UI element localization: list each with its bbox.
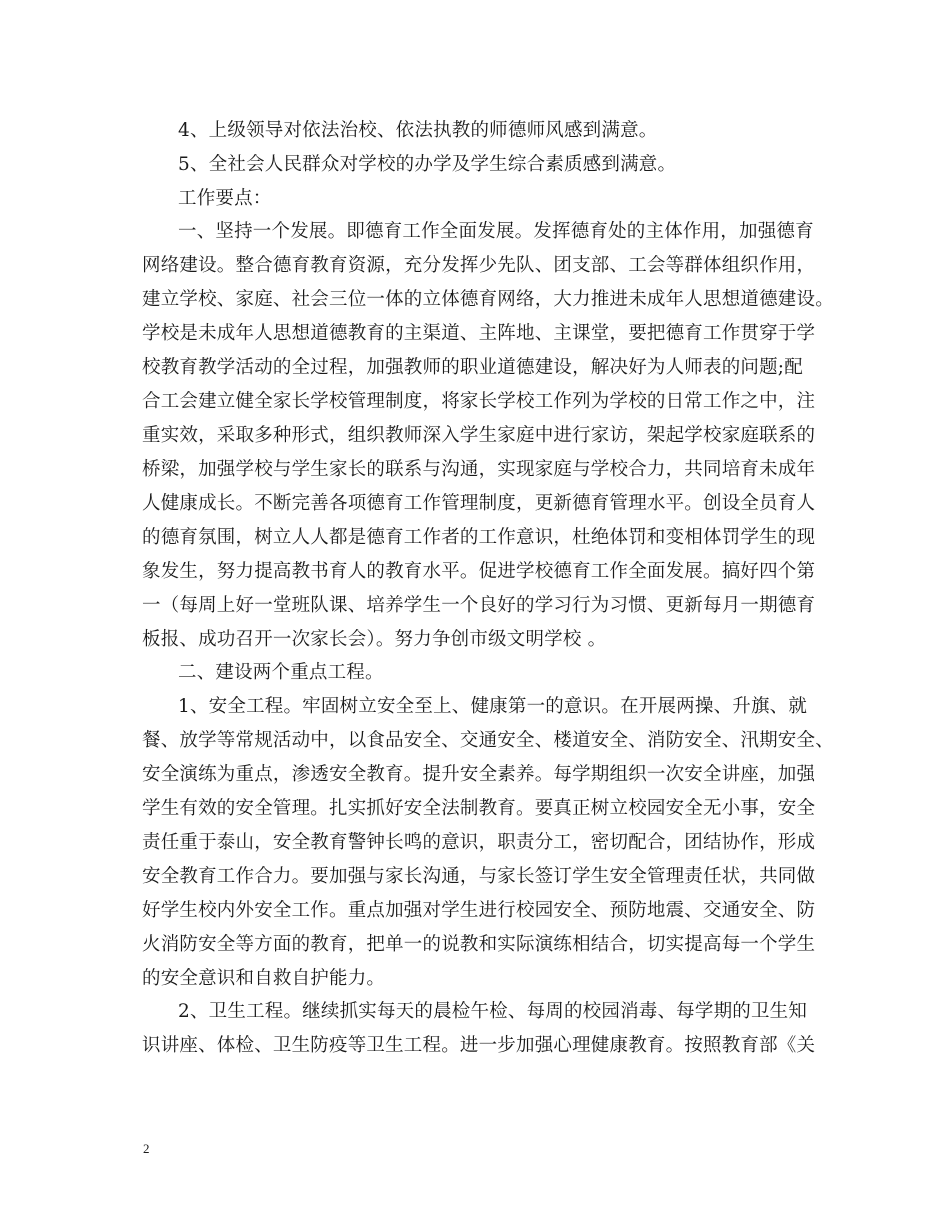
text-line: 安全教育工作合力。要加强与家长沟通，与家长签订学生安全管理责任状，共同做	[142, 866, 816, 887]
text-line: 2、卫生工程。继续抓实每天的晨检午检、每周的校园消毒、每学期的卫生知	[178, 1001, 808, 1022]
text-line: 1、安全工程。牢固树立安全至上、健康第一的意识。在开展两操、升旗、就	[178, 696, 808, 717]
text-line: 识讲座、体检、卫生防疫等卫生工程。进一步加强心理健康教育。按照教育部《关	[142, 1035, 816, 1056]
text-line: 象发生，努力提高教书育人的教育水平。促进学校德育工作全面发展。搞好四个第	[142, 561, 816, 582]
text-line: 合工会建立健全家长学校管理制度，将家长学校工作列为学校的日常工作之中，注	[142, 391, 816, 412]
text-line: 校教育教学活动的全过程，加强教师的职业道德建设，解决好为人师表的问题;配	[142, 357, 803, 378]
text-line: 的安全意识和自救自护能力。	[142, 968, 386, 989]
section-heading: 二、建设两个重点工程。	[178, 662, 384, 683]
text-line: 学生有效的安全管理。扎实抓好安全法制教育。要真正树立校园安全无小事，安全	[142, 798, 816, 819]
text-line: 学校是未成年人思想道德教育的主渠道、主阵地、主课堂，要把德育工作贯穿于学	[142, 323, 816, 344]
text-line: 人健康成长。不断完善各项德育工作管理制度，更新德育管理水平。创设全员育人	[142, 493, 816, 514]
text-line: 安全演练为重点，渗透安全教育。提升安全素养。每学期组织一次安全讲座，加强	[142, 764, 816, 785]
text-line: 5、全社会人民群众对学校的办学及学生综合素质感到满意。	[178, 154, 677, 175]
text-line: 火消防安全等方面的教育，把单一的说教和实际演练相结合，切实提高每一个学生	[142, 934, 816, 955]
text-line: 建立学校、家庭、社会三位一体的立体德育网络，大力推进未成年人思想道德建设。	[142, 289, 834, 310]
section-heading: 工作要点：	[178, 188, 272, 209]
text-line: 一（每周上好一堂班队课、培养学生一个良好的学习行为习惯、更新每月一期德育	[142, 595, 816, 616]
text-line: 网络建设。整合德育教育资源，充分发挥少先队、团支部、工会等群体组织作用，	[142, 255, 816, 276]
page-number: 2	[143, 1141, 150, 1156]
text-line: 一、坚持一个发展。即德育工作全面发展。发挥德育处的主体作用，加强德育	[178, 221, 814, 242]
text-line: 的德育氛围，树立人人都是德育工作者的工作意识，杜绝体罚和变相体罚学生的现	[142, 527, 816, 548]
text-line: 好学生校内外安全工作。重点加强对学生进行校园安全、预防地震、交通安全、防	[142, 900, 816, 921]
text-line: 4、上级领导对依法治校、依法执教的师德师风感到满意。	[178, 120, 658, 141]
text-line: 板报、成功召开一次家长会）。努力争创市级文明学校 。	[142, 629, 607, 650]
text-line: 重实效，采取多种形式，组织教师深入学生家庭中进行家访，架起学校家庭联系的	[142, 425, 816, 446]
text-line: 餐、放学等常规活动中，以食品安全、交通安全、楼道安全、消防安全、汛期安全、	[142, 730, 834, 751]
text-line: 桥梁，加强学校与学生家长的联系与沟通，实现家庭与学校合力，共同培育未成年	[142, 459, 816, 480]
text-line: 责任重于泰山，安全教育警钟长鸣的意识，职责分工，密切配合，团结协作，形成	[142, 832, 816, 853]
